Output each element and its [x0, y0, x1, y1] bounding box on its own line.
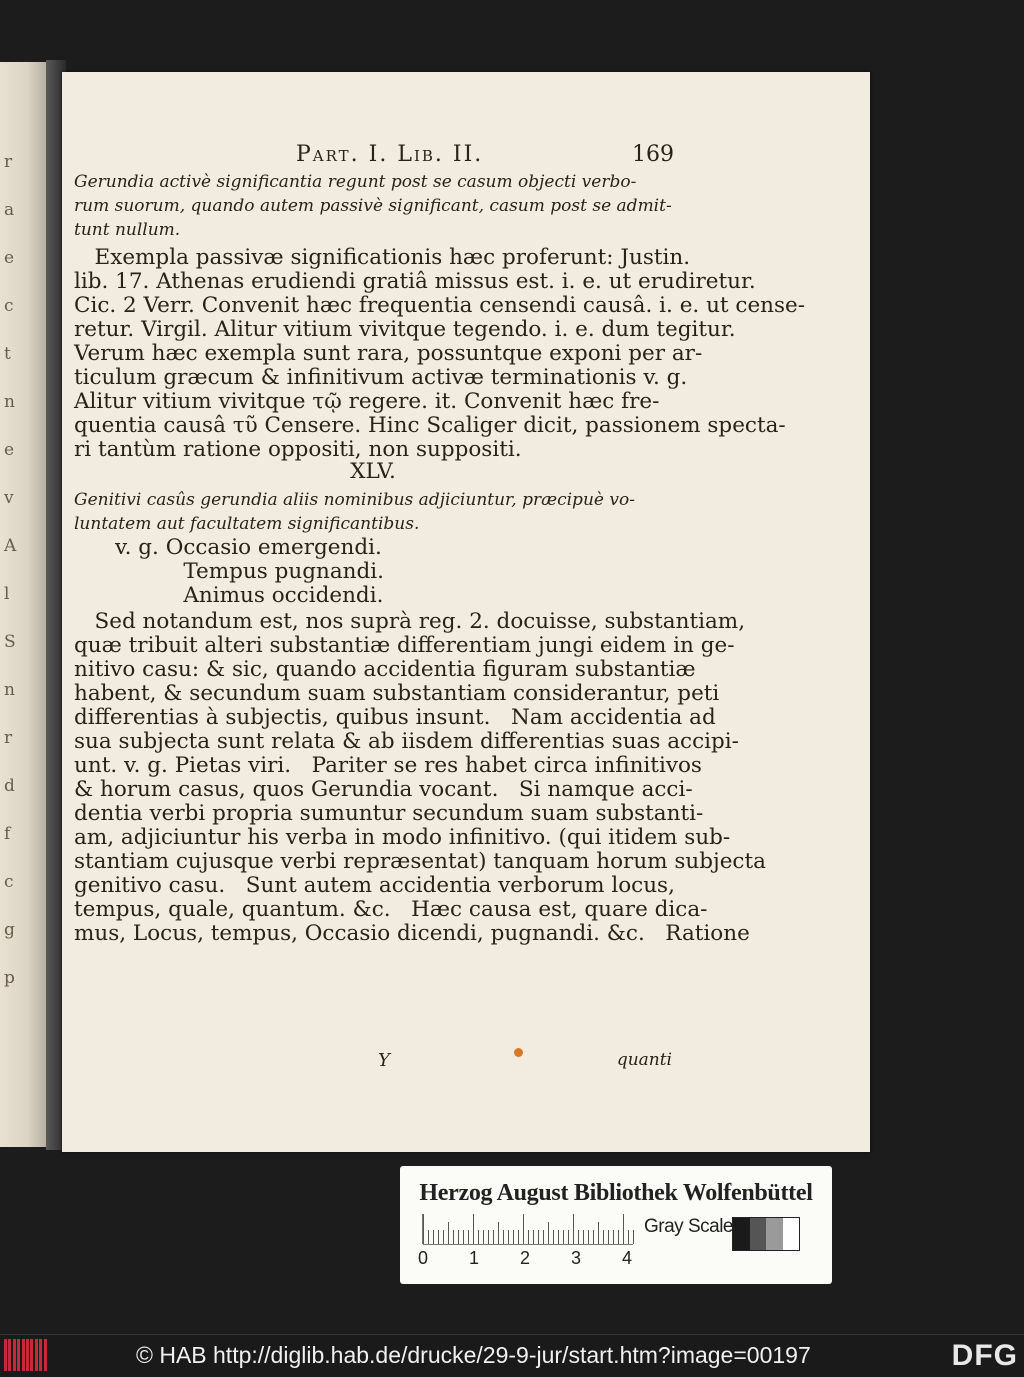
gray-scale-swatches	[732, 1217, 800, 1251]
text-line: stantiam cujusque verbi repræsentat) tanquam horum subjecta	[74, 849, 766, 874]
ruler-tick	[488, 1230, 489, 1244]
text-line: differentias à subjectis, quibus insunt. Nam accidentia ad	[74, 705, 716, 730]
text-line: ri tantùm ratione oppositi, non suppositi.	[74, 437, 522, 462]
text-line: nitivo casu: & sic, quando accidentia figuram substantiæ	[74, 657, 696, 682]
text-line: tempus, quale, quantum. &c. Hæc causa est, quare dica-	[74, 897, 708, 922]
previous-page-edge	[0, 62, 46, 1147]
ruler-tick	[543, 1230, 544, 1244]
running-title: Part. I. Lib. II.	[296, 142, 484, 167]
previous-page-fragment: r	[4, 728, 13, 748]
text-line: quæ tribuit alteri substantiæ differentiam jungi eidem in ge-	[74, 633, 735, 658]
ruler-tick	[428, 1230, 429, 1244]
ruler-tick	[578, 1230, 579, 1244]
catchword: quanti	[616, 1050, 672, 1070]
ruler-tick	[503, 1230, 504, 1244]
ruler-tick	[438, 1230, 439, 1244]
ruler-tick	[493, 1230, 494, 1244]
ruler-tick	[453, 1230, 454, 1244]
text-line: Animus occidendi.	[74, 583, 384, 608]
gray-swatch	[766, 1218, 783, 1250]
text-line: Gerundia activè significantia regunt post se casum objecti verbo-	[74, 172, 637, 192]
ruler-tick	[583, 1230, 584, 1244]
ruler-tick	[623, 1214, 624, 1244]
ruler-tick	[443, 1230, 444, 1244]
previous-page-fragment: d	[4, 776, 15, 796]
library-name: Herzog August Bibliothek Wolfenbüttel	[419, 1180, 813, 1206]
text-line: XLV.	[350, 459, 396, 484]
previous-page-fragment: t	[4, 344, 11, 364]
book-page	[62, 72, 870, 1152]
ruler-tick	[563, 1230, 564, 1244]
ruler-tick	[513, 1230, 514, 1244]
ruler-tick	[593, 1230, 594, 1244]
ruler-tick	[423, 1214, 424, 1244]
ruler-tick	[628, 1230, 629, 1244]
text-line: Tempus pugnandi.	[74, 559, 384, 584]
text-line: habent, & secundum suam substantiam considerantur, peti	[74, 681, 720, 706]
previous-page-fragment: e	[4, 440, 15, 460]
color-calibration-card	[400, 1166, 832, 1284]
ruler-tick	[548, 1222, 549, 1244]
hab-logo-icon	[4, 1339, 48, 1371]
previous-page-fragment: c	[4, 872, 14, 892]
footer-bar	[0, 1334, 1024, 1377]
previous-page-fragment: n	[4, 392, 15, 412]
ruler-tick	[558, 1230, 559, 1244]
ruler-tick	[553, 1230, 554, 1244]
ruler-label: 3	[571, 1248, 582, 1268]
text-line: mus, Locus, tempus, Occasio dicendi, pugnandi. &c. Ratione	[74, 921, 750, 946]
text-line: Genitivi casûs gerundia aliis nominibus adjiciuntur, præcipuè vo-	[74, 490, 635, 510]
page-number: 169	[632, 142, 674, 167]
text-line: dentia verbi propria sumuntur secundum suam substanti-	[74, 801, 704, 826]
text-line: Sed notandum est, nos suprà reg. 2. docuisse, substantiam,	[74, 609, 746, 634]
text-line: Cic. 2 Verr. Convenit hæc frequentia censendi causâ. i. e. ut cense-	[74, 293, 806, 318]
text-line: luntatem aut facultatem significantibus.	[74, 514, 420, 534]
previous-page-fragment: e	[4, 248, 15, 268]
ruler-tick	[568, 1230, 569, 1244]
previous-page-fragment: S	[4, 632, 16, 652]
ruler-tick	[473, 1214, 474, 1244]
text-line: sua subjecta sunt relata & ab iisdem differentias suas accipi-	[74, 729, 739, 754]
previous-page-fragment: n	[4, 680, 15, 700]
text-line: genitivo casu. Sunt autem accidentia verborum locus,	[74, 873, 675, 898]
ruler-tick	[588, 1230, 589, 1244]
previous-page-fragment: l	[4, 584, 10, 604]
previous-page-fragment: r	[4, 152, 13, 172]
ruler-tick	[618, 1230, 619, 1244]
previous-page-fragment: A	[4, 536, 17, 556]
ruler-tick	[463, 1230, 464, 1244]
gray-swatch	[750, 1218, 767, 1250]
ruler-label: 0	[418, 1248, 429, 1268]
ruler-tick	[433, 1230, 434, 1244]
gray-swatch	[783, 1218, 800, 1250]
text-line: retur. Virgil. Alitur vitium vivitque tegendo. i. e. dum tegitur.	[74, 317, 736, 342]
dfg-logo: DFG	[951, 1339, 1018, 1372]
ruler-tick	[633, 1230, 634, 1244]
text-line: & horum casus, quos Gerundia vocant. Si namque acci-	[74, 777, 693, 802]
ruler-tick	[458, 1230, 459, 1244]
text-line: Verum hæc exempla sunt rara, possuntque exponi per ar-	[74, 341, 703, 366]
text-line: tunt nullum.	[74, 220, 181, 240]
ruler-tick	[483, 1230, 484, 1244]
text-line: ticulum græcum & infinitivum activæ terminationis v. g.	[74, 365, 688, 390]
ruler-tick	[573, 1214, 574, 1244]
previous-page-fragment: f	[4, 824, 11, 844]
ruler-tick	[468, 1230, 469, 1244]
ruler-label: 1	[469, 1248, 480, 1268]
gray-swatch	[733, 1218, 750, 1250]
text-line: Alitur vitium vivitque τῷ regere. it. Convenit hæc fre-	[74, 389, 660, 414]
previous-page-fragment: c	[4, 296, 14, 316]
ruler-tick	[508, 1230, 509, 1244]
ruler-tick	[613, 1230, 614, 1244]
previous-page-fragment: g	[4, 920, 15, 940]
ruler-tick	[533, 1230, 534, 1244]
running-header	[74, 142, 674, 172]
text-line: unt. v. g. Pietas viri. Pariter se res habet circa infinitivos	[74, 753, 702, 778]
text-line: lib. 17. Athenas erudiendi gratiâ missus est. i. e. ut erudiretur.	[74, 269, 756, 294]
gray-scale-label: Gray Scale	[644, 1216, 733, 1237]
ink-spot	[514, 1048, 523, 1057]
ruler-tick	[448, 1222, 449, 1244]
signature-mark: Y	[378, 1050, 390, 1071]
previous-page-fragment: v	[4, 488, 14, 508]
ruler-label: 2	[520, 1248, 531, 1268]
ruler-tick	[603, 1230, 604, 1244]
ruler-label: 4	[622, 1248, 633, 1268]
copyright-link[interactable]: © HAB http://diglib.hab.de/drucke/29-9-jur/start.htm?image=00197	[136, 1342, 811, 1368]
ruler-tick	[518, 1230, 519, 1244]
text-line: Exempla passivæ significationis hæc proferunt: Justin.	[74, 245, 691, 270]
ruler	[422, 1214, 633, 1244]
ruler-tick	[608, 1230, 609, 1244]
ruler-tick	[523, 1214, 524, 1244]
previous-page-fragment: p	[4, 968, 15, 988]
ruler-tick	[598, 1222, 599, 1244]
ruler-tick	[498, 1222, 499, 1244]
ruler-tick	[538, 1230, 539, 1244]
ruler-tick	[478, 1230, 479, 1244]
text-line: quentia causâ τῦ Censere. Hinc Scaliger dicit, passionem specta-	[74, 413, 786, 438]
text-line: v. g. Occasio emergendi.	[74, 535, 382, 560]
text-line: am, adjiciuntur his verba in modo infinitivo. (qui itidem sub-	[74, 825, 731, 850]
ruler-tick	[528, 1230, 529, 1244]
previous-page-fragment: a	[4, 200, 15, 220]
text-line: rum suorum, quando autem passivè significant, casum post se admit-	[74, 196, 672, 216]
